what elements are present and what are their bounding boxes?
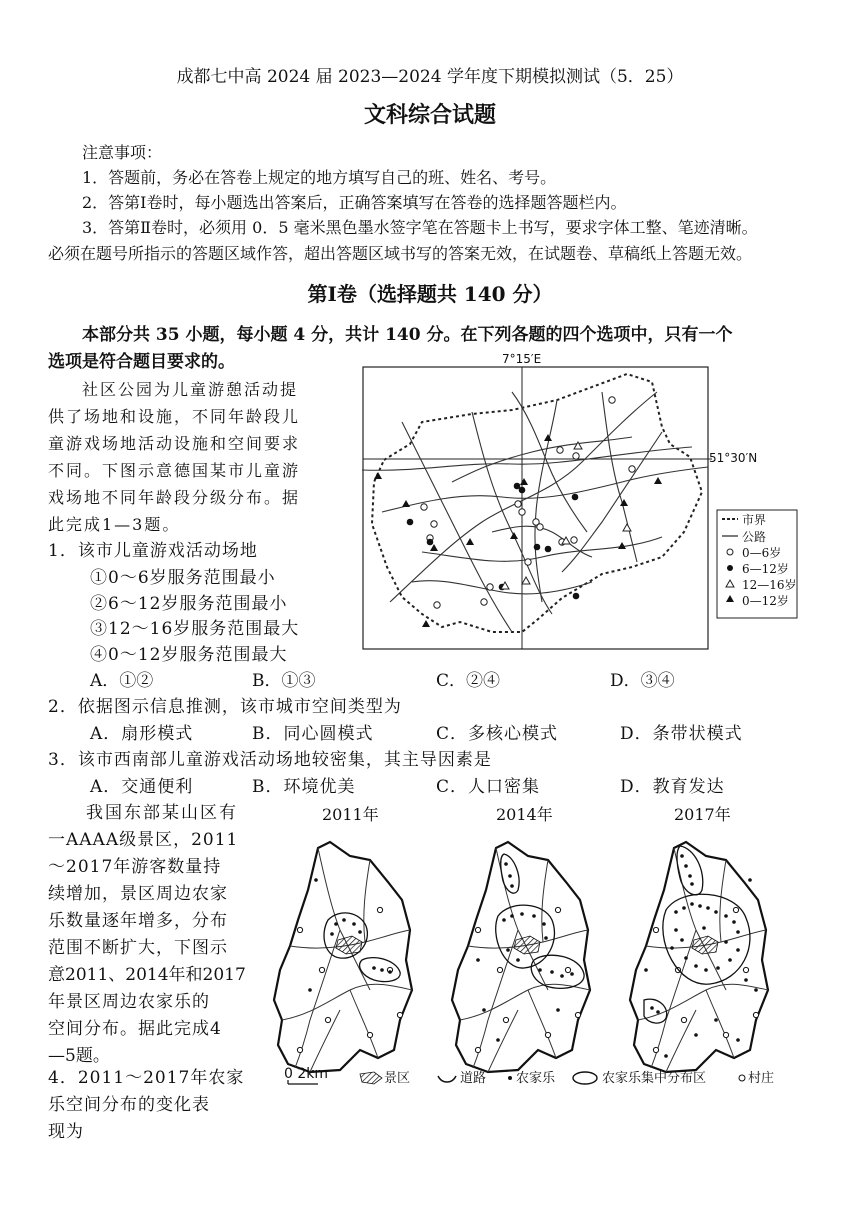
city-map-svg <box>362 352 802 652</box>
passage-line: 我国东部某山区有 <box>86 803 238 823</box>
map-year-2017: 2017年 <box>674 805 731 824</box>
legend-label: 农家乐 <box>516 1071 556 1086</box>
q4-stem: 乐空间分布的变化表 <box>48 1095 210 1115</box>
q4-stem: 现为 <box>48 1122 84 1142</box>
q2-option-a[interactable]: A．扇形模式 <box>90 724 194 744</box>
scenic-maps-svg <box>270 800 830 1100</box>
longitude-label: 7°15′E <box>502 352 542 366</box>
passage-line: 此完成1—3题。 <box>48 515 181 534</box>
legend-label: 公路 <box>742 530 767 544</box>
q1-option-a[interactable]: A．①② <box>90 671 154 691</box>
passage-line: 续增加，景区周边农家 <box>48 884 228 904</box>
section-intro: 本部分共 35 小题，每小题 4 分，共计 140 分。在下列各题的四个选项中，只有一个 <box>82 325 733 345</box>
map-year-2011: 2011年 <box>322 805 379 824</box>
q1-statement: ①0～6岁服务范围最小 <box>90 568 276 588</box>
marker-0-6 <box>421 397 635 608</box>
exam-title: 成都七中高 2024 届 2023—2024 学年度下期模拟测试（5．25） <box>176 67 684 87</box>
notice-heading: 注意事项： <box>82 143 163 162</box>
passage-line: 一AAAA级景区，2011 <box>48 830 239 850</box>
passage-line: 供了场地和设施，不同年龄段儿 <box>48 407 301 426</box>
q1-stem: 1．该市儿童游戏活动场地 <box>48 541 258 561</box>
passage-line: 年景区周边农家乐的 <box>48 992 210 1012</box>
map-2014 <box>452 842 590 1072</box>
passage-line: 意2011、2014年和2017 <box>48 965 246 985</box>
map-2017 <box>630 842 768 1072</box>
map-scale: 0 2km <box>284 1066 329 1082</box>
notice-item: 2．答第Ⅰ卷时，每小题选出答案后，正确答案填写在答卷的选择题答题栏内。 <box>82 193 627 212</box>
q2-stem: 2．依据图示信息推测，该市城市空间类型为 <box>48 697 402 717</box>
passage-line: 乐数量逐年增多，分布 <box>48 911 228 931</box>
legend-label: 0—6岁 <box>742 546 782 560</box>
city-map-figure <box>362 352 802 652</box>
passage-line: 戏场地不同年龄段分级分布。据 <box>48 488 301 507</box>
q3-option-a[interactable]: A．交通便利 <box>90 777 194 797</box>
notice-item: 1．答题前，务必在答卷上规定的地方填写自己的班、姓名、考号。 <box>82 168 557 187</box>
passage-line: 不同。下图示意德国某市儿童游 <box>48 461 301 480</box>
legend-label: 农家乐集中分布区 <box>602 1071 707 1086</box>
marker-0-12 <box>374 434 662 627</box>
q1-option-d[interactable]: D．③④ <box>610 671 675 691</box>
scenic-area-maps <box>270 800 830 1100</box>
legend-label: 道路 <box>460 1071 487 1086</box>
q4-stem: 4．2011～2017年农家 <box>48 1068 245 1088</box>
q2-option-c[interactable]: C．多核心模式 <box>436 724 559 744</box>
legend-label: 12—16岁 <box>742 578 797 592</box>
legend-label: 市界 <box>742 513 767 527</box>
q3-stem: 3．该市西南部儿童游戏活动场地较密集，其主导因素是 <box>48 750 492 770</box>
legend-label: 景区 <box>384 1071 411 1086</box>
q2-option-d[interactable]: D．条带状模式 <box>620 724 743 744</box>
legend-label: 6—12岁 <box>742 562 789 576</box>
notice-continuation: 必须在题号所指示的答题区域作答，超出答题区域书写的答案无效，在试题卷、草稿纸上答题无效。 <box>48 244 753 263</box>
passage-line: 社区公园为儿童游憩活动提 <box>82 380 299 399</box>
q3-option-d[interactable]: D．教育发达 <box>620 777 725 797</box>
exam-subtitle: 文科综合试题 <box>363 102 496 128</box>
q3-option-b[interactable]: B．环境优美 <box>252 777 356 797</box>
q1-statement: ④0～12岁服务范围最大 <box>90 645 288 665</box>
legend-label: 0—12岁 <box>742 594 789 608</box>
q1-statement: ②6～12岁服务范围最小 <box>90 594 288 614</box>
q2-option-b[interactable]: B．同心圆模式 <box>252 724 374 744</box>
passage-line: ～2017年游客数量持 <box>48 857 222 877</box>
section-title: 第Ⅰ卷（选择题共 140 分） <box>307 282 553 306</box>
legend-label: 村庄 <box>748 1071 775 1086</box>
q1-statement: ③12～16岁服务范围最大 <box>90 619 300 639</box>
notice-item: 3．答第Ⅱ卷时，必须用 0．5 毫米黑色墨水签字笔在答题卡上书写，要求字体工整、笔迹清晰。 <box>82 218 758 237</box>
passage-line: 童游戏场地活动设施和空间要求 <box>48 434 301 453</box>
passage-line: 范围不断扩大，下图示 <box>48 938 228 958</box>
passage-line: 空间分布。据此完成4 <box>48 1019 222 1039</box>
map-2011 <box>274 842 412 1072</box>
latitude-label: 51°30′N <box>709 451 758 465</box>
passage-line: —5题。 <box>48 1046 110 1066</box>
map-year-2014: 2014年 <box>496 805 553 824</box>
section-intro: 选项是符合题目要求的。 <box>48 352 235 372</box>
q1-option-b[interactable]: B．①③ <box>252 671 316 691</box>
roads <box>362 392 708 632</box>
q1-option-c[interactable]: C．②④ <box>436 671 501 691</box>
q3-option-c[interactable]: C．人口密集 <box>436 777 541 797</box>
